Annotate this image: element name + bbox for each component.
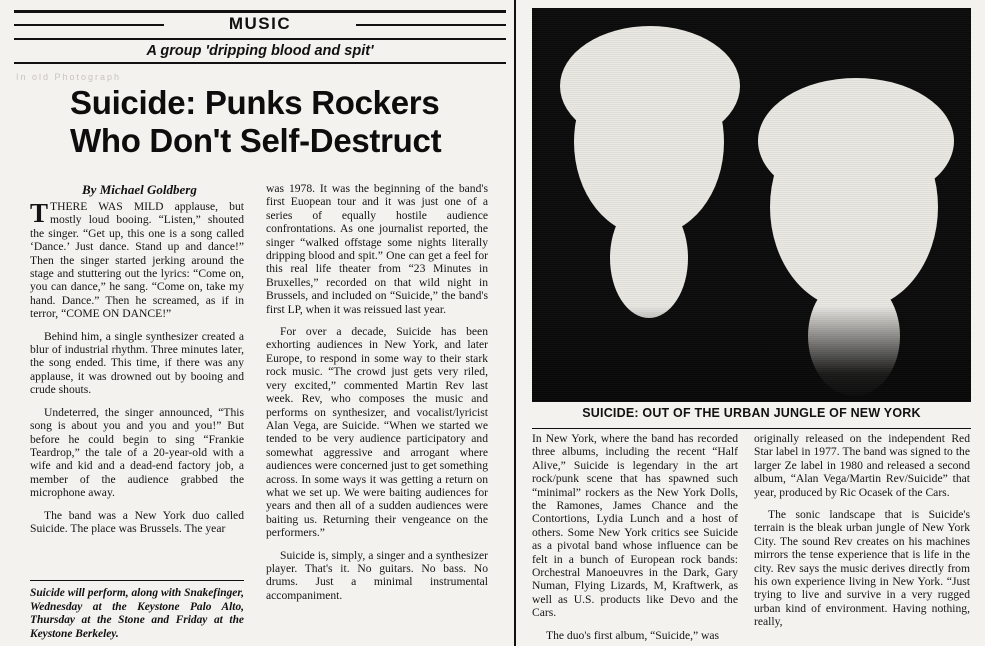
photo-left-neck (610, 198, 688, 318)
section-deck: A group 'dripping blood and spit' (146, 43, 374, 59)
byline: By Michael Goldberg (82, 182, 197, 197)
paragraph: was 1978. It was the beginning of the band's first Euopean tour and it was just one of a series of equally hostile audience confrontations. As one journalist reported, the singer “walked offstage some nights literally dripping blood and spit.” One can get a feel for this real life theater from “23 Minutes in Bruxelles,” recorded on that wild night in Brussels, and included on “Suicide,” the band's first LP, when it was reissued last year. (266, 182, 488, 316)
paragraph: The duo's first album, “Suicide,” was (546, 628, 720, 642)
paragraph-text: THERE WAS MILD applause, but mostly loud booing. “Listen,” shouted the singer. “Get up, this one is a song called ‘Dance.’ Just dance. Stand up and dance!” Then the singer started jerking around the stage and stuttering out the lyrics: “Come on, you can dance,” he sang. “Come on, take my hand. Dance.” Then he screamed, as if in terror, “COME ON DANCE!” (30, 200, 244, 321)
article-column-2 (266, 182, 488, 611)
suicide-band-photo (532, 8, 971, 402)
photo-right-hair (758, 78, 954, 204)
section-kicker-band (14, 13, 506, 38)
photo-left-hair (560, 26, 740, 146)
paragraph: originally released on the independent Red Star label in 1977. The band was signed to the larger Ze label in 1980 and released a second album, “Alan Vega/Martin Rev/Suicide” that year, produced by Ric Ocasek of the Cars. (754, 432, 970, 499)
drop-cap: T (30, 198, 49, 228)
paragraph: For over a decade, Suicide has been exhorting audiences in New York, and later Europe, to respond in some way to their stark rock music. “The crowd just gets very riled, very excited,” commented Martin Rev last week. Rev, who composes the music and performs on synthesizer, and vocalist/lyricist Alan Vega, are Suicide. “When we started we tended to be very audience participatory and somewhat aggressive and arrogant where audiences were concerned just to get something across. In some ways it was getting a return on what we set up. We were baiting audiences for years and then all of a sudden audiences were baiting us. Returning their vengeance on the performers.” (266, 325, 488, 540)
paragraph: Suicide is, simply, a singer and a synthesizer player. That's it. No guitars. No bass. No drums. Just a minimal instrumental accompaniment. (266, 548, 488, 602)
paragraph: The sonic landscape that is Suicide's terrain is the bleak urban jungle of New York City. The sound Rev creates on his machines mirrors the tense experience that is life in the city. Rev says the music derives directly from his own experience living in New York. “Just trying to live and survive in a very rugged urban kind of environment. Having nothing, really, (754, 508, 970, 629)
kicker-rule-left (14, 24, 164, 26)
page-title: Suicide: Punks Rockers Who Don't Self-Destruct (70, 84, 442, 159)
faint-overline-text: In old Photograph (16, 72, 122, 82)
section-kicker-label: MUSIC (219, 14, 301, 34)
caption-rule (532, 428, 971, 429)
paragraph: Behind him, a single synthesizer created a blur of industrial rhythm. Three minutes later, the song ended. This time, if there was any applause, it was drowned out by booing and crude shouts. (30, 329, 244, 397)
listing-rule (30, 580, 244, 581)
listing-text: Suicide will perform, along with Snakefinger, Wednesday at the Keystone Palo Alto, Thursday at the Stone and Friday at the Keystone Berkeley. (30, 587, 244, 640)
photo-caption: SUICIDE: OUT OF THE URBAN JUNGLE OF NEW YORK (582, 406, 921, 420)
paragraph (30, 200, 244, 321)
paragraph: In New York, where the band has recorded three albums, including the recent “Half Alive,” Suicide is legendary in the art rock/punk scene that has spawned such “minimal” rockers as the New York Dolls, the Ramones, James Chance and the Contortions, Lydia Lunch and a host of others. Some New York critics see Suicide as a pivotal band whose influence can be felt in a bunch of European rock bands: Orchestral Manoeuvres in the Dark, Gary Numan, Flying Lizards, M, Kraftwerk, as well as U.S. products like Devo and the Cars. (532, 432, 738, 620)
photo-shadow (532, 306, 971, 402)
rule-bottom (14, 62, 506, 64)
paragraph: Undeterred, the singer announced, “This song is about you and you and you!” But before he could begin to sing “Frankie Teardrop,” the tale of a 20-year-old with a wife and kid and a dead-end factory job, a member of the audience grabbed the microphone away. (30, 405, 244, 500)
section-header (14, 10, 506, 64)
paragraph: The band was a New York duo called Suicide. The place was Brussels. The year (30, 508, 244, 535)
kicker-rule-right (356, 24, 506, 26)
column-divider (514, 0, 516, 646)
performance-listing-note (30, 580, 244, 641)
article-column-1 (30, 200, 244, 544)
article-column-4 (754, 432, 970, 638)
article-column-3 (532, 432, 738, 651)
